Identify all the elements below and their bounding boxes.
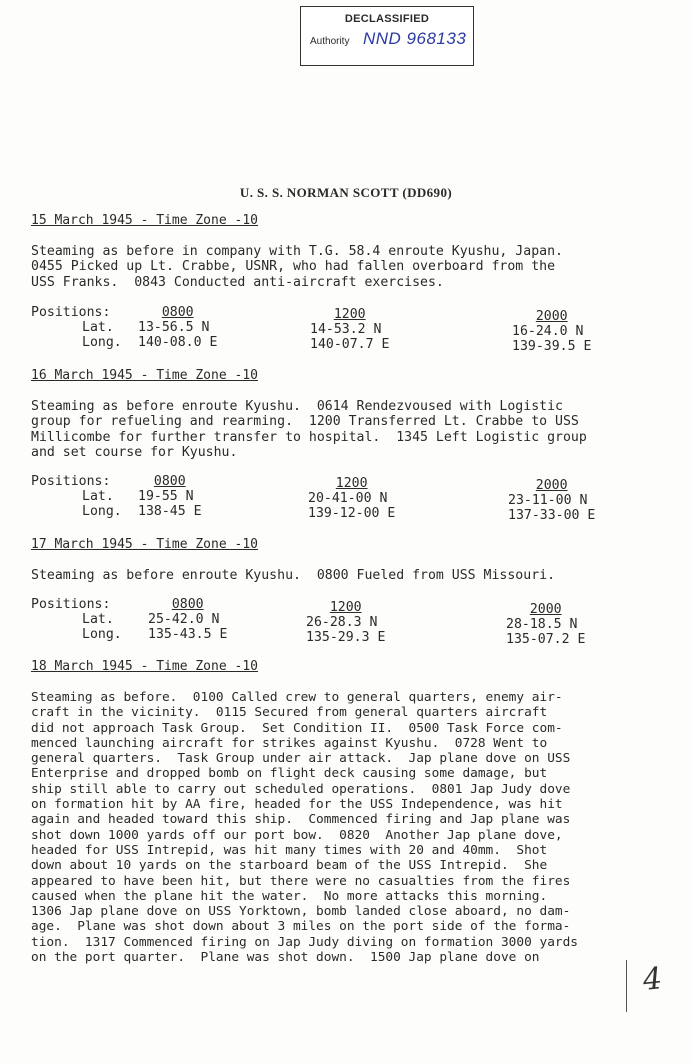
position-lat: 26-28.3 N xyxy=(306,615,378,630)
long-label: Long. xyxy=(82,335,122,350)
position-lat: 19-55 N xyxy=(138,489,194,504)
position-long: 135-43.5 E xyxy=(148,627,228,642)
position-time: 2000 xyxy=(529,602,562,617)
position-long: 139-12-00 E xyxy=(308,506,396,521)
position-time: 2000 xyxy=(535,478,568,493)
declassified-stamp xyxy=(300,6,474,66)
position-long: 137-33-00 E xyxy=(508,508,596,523)
long-label: Long. xyxy=(82,504,122,519)
entry-header: 18 March 1945 - Time Zone -10 xyxy=(31,659,258,674)
positions-label: Positions: xyxy=(31,474,111,489)
margin-line xyxy=(626,960,627,1012)
position-lat: 23-11-00 N xyxy=(508,493,588,508)
page-number: 4 xyxy=(641,961,664,998)
position-col xyxy=(138,474,202,519)
position-long: 140-08.0 E xyxy=(138,335,218,350)
position-time: 0800 xyxy=(171,597,204,612)
position-col xyxy=(310,307,389,352)
position-col xyxy=(138,305,217,350)
lat-label: Lat. xyxy=(82,489,114,504)
position-col xyxy=(506,602,585,647)
lat-label: Lat. xyxy=(82,612,114,627)
entry-header: 17 March 1945 - Time Zone -10 xyxy=(31,537,258,552)
position-lat: 16-24.0 N xyxy=(512,324,584,339)
entry-header: 16 March 1945 - Time Zone -10 xyxy=(31,368,258,383)
position-time: 0800 xyxy=(161,305,194,320)
position-long: 139-39.5 E xyxy=(512,339,592,354)
positions-label: Positions: xyxy=(31,305,111,320)
position-time: 1200 xyxy=(335,476,368,491)
position-col xyxy=(308,476,395,521)
entry-text: Steaming as before enroute Kyushu. 0800 Fueled from USS Missouri. xyxy=(31,568,556,583)
position-long: 135-29.3 E xyxy=(306,630,386,645)
position-col xyxy=(508,478,595,523)
position-long: 135-07.2 E xyxy=(506,632,586,647)
lat-label: Lat. xyxy=(82,320,114,335)
position-long: 138-45 E xyxy=(138,504,202,519)
entry-header: 15 March 1945 - Time Zone -10 xyxy=(31,213,258,228)
position-lat: 14-53.2 N xyxy=(310,322,382,337)
position-time: 2000 xyxy=(535,309,568,324)
position-time: 1200 xyxy=(329,600,362,615)
long-label: Long. xyxy=(82,627,122,642)
position-col xyxy=(306,600,385,645)
position-time: 1200 xyxy=(333,307,366,322)
stamp-authority-value: NND 968133 xyxy=(363,29,467,48)
positions-label: Positions: xyxy=(31,597,111,612)
position-lat: 28-18.5 N xyxy=(506,617,578,632)
position-lat: 25-42.0 N xyxy=(148,612,220,627)
position-long: 140-07.7 E xyxy=(310,337,390,352)
document-title: U. S. S. NORMAN SCOTT (DD690) xyxy=(239,185,453,200)
stamp-title: DECLASSIFIED xyxy=(344,13,430,25)
entry-text: Steaming as before in company with T.G. 58.4 enroute Kyushu, Japan. 0455 Picked up Lt. Crabbe, USNR, who had fallen overboard from the USS Franks. 0843 Conducted anti-aircraft exercises. xyxy=(31,244,563,290)
stamp-authority-label: Authority xyxy=(310,36,350,47)
entry-text: Steaming as before enroute Kyushu. 0614 Rendezvoused with Logistic group for refueling and rearming. 1200 Transferred Lt. Crabbe to USS Millicombe for further transfer to hospital. 1345 Left Logistic group and set course for Kyushu. xyxy=(31,399,587,461)
entry-text: Steaming as before. 0100 Called crew to general quarters, enemy air- craft in the vicinity. 0115 Secured from general quarters aircraft did not approach Task Group. Set Condition II. 0500 Task Force com- menced launching aircraft for strikes against Kyushu. 0728 Went to general quarters. Task Group under air attack. Jap plane dove on USS Enterprise and dropped bomb on flight deck causing some damage, but ship still able to carry out scheduled operations. 0801 Jap Judy dove on formation hit by AA fire, headed for the USS Independence, was hit again and headed toward this ship. Commenced firing and Jap plane was shot down 1000 yards off our port bow. 0820 Another Jap plane dove, headed for USS Intrepid, was hit many times with 20 and 40mm. Shot down about 10 yards on the starboard beam of the USS Intrepid. She appeared to have been hit, but there were no casualties from the fires caused when the plane hit the water. No more attacks this morning. 1306 Jap plane dove on USS Yorktown, bomb landed close aboard, no dam- age. Plane was shot down about 3 miles on the port side of the forma- tion. 1317 Commenced firing on Jap Judy diving on formation 3000 yards on the port quarter. Plane was shot down. 1500 Jap plane dove on xyxy=(31,690,579,966)
position-lat: 13-56.5 N xyxy=(138,320,210,335)
position-lat: 20-41-00 N xyxy=(308,491,388,506)
position-time: 0800 xyxy=(153,474,186,489)
position-col xyxy=(148,597,227,642)
position-col xyxy=(512,309,591,354)
